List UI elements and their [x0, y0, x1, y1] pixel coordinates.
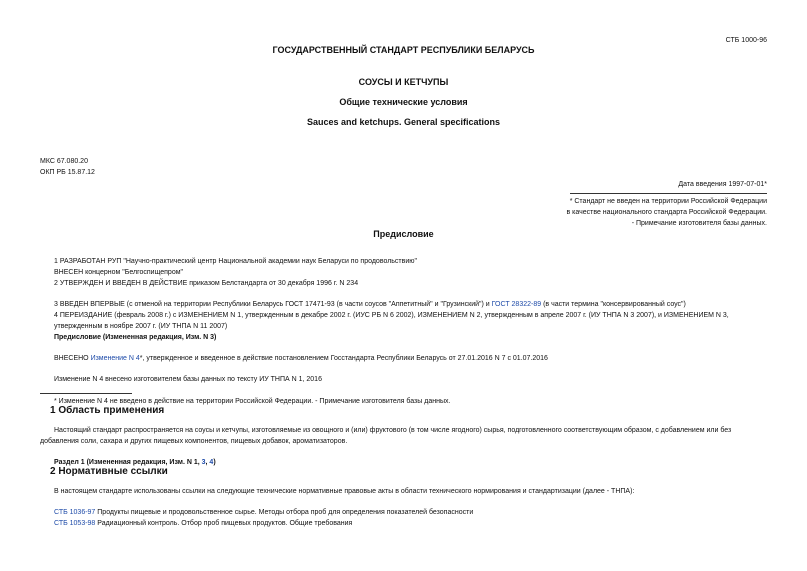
- section-1-text-line-2: добавления соли, сахара и других пищевых компонентов, пищевых добавок, ароматизаторов.: [40, 438, 348, 445]
- foreword-heading: Предисловие: [373, 229, 434, 239]
- okp-code: ОКП РБ 15.87.12: [40, 169, 95, 176]
- stb-1053-link[interactable]: СТБ 1053-98: [54, 520, 96, 527]
- amendment-4-text-end: *, утвержденное и введенное в действие постановлением Госстандарта Республики Беларусь от 27.01.2016 N 7 с 01.07.2016: [139, 355, 548, 362]
- reference-title: Продукты пищевые и продовольственное сырье. Методы отбора проб для определения показателей безопасности: [95, 509, 474, 516]
- amendment-4-text: ВНЕСЕНО: [54, 355, 91, 362]
- document-subtitle: Общие технические условия: [339, 97, 468, 107]
- foreword-item-3-text: 3 ВВЕДЕН ВПЕРВЫЕ (с отменой на территории Республики Беларусь ГОСТ 17471-93 (в части соусов "Аппетитный" и "Грузинский") и: [54, 301, 492, 308]
- mks-code: МКС 67.080.20: [40, 158, 88, 165]
- foreword-revision-note: Предисловие (Измененная редакция, Изм. N 3): [54, 334, 217, 341]
- footnote-line-3: - Примечание изготовителя базы данных.: [631, 220, 767, 227]
- foreword-item-1: 1 РАЗРАБОТАН РУП "Научно-практический центр Национальной академии наук Беларуси по продовольствию": [54, 258, 418, 265]
- amendment-4-link[interactable]: Изменение N 4: [90, 355, 140, 362]
- section-1-revision-end: ): [213, 459, 216, 466]
- amendment-3-link[interactable]: 3: [201, 459, 206, 466]
- footnote-line-1: * Стандарт не введен на территории Российской Федерации: [569, 198, 767, 205]
- section-1-heading: 1 Область применения: [50, 405, 165, 416]
- reference-item: [54, 508, 473, 517]
- gost-28322-link[interactable]: ГОСТ 28322-89: [491, 301, 542, 308]
- document-code: СТБ 1000-96: [725, 37, 767, 44]
- section-1-revision-text: Раздел 1 (Измененная редакция, Изм. N 1,: [54, 459, 202, 466]
- footnote-line-2: в качестве национального стандарта Российской Федерации.: [566, 209, 767, 216]
- foreword-item-1b: ВНЕСЕН концерном "Белгоспищепром": [54, 269, 184, 276]
- document-title: СОУСЫ И КЕТЧУПЫ: [358, 77, 449, 87]
- amendment-4-source: Изменение N 4 внесено изготовителем базы данных по тексту ИУ ТНПА N 1, 2016: [54, 376, 322, 383]
- stb-1036-link[interactable]: СТБ 1036-97: [54, 509, 96, 516]
- amendment-4-link-2[interactable]: 4: [209, 459, 214, 466]
- section-2-heading: 2 Нормативные ссылки: [50, 466, 168, 477]
- standard-heading: ГОСУДАРСТВЕННЫЙ СТАНДАРТ РЕСПУБЛИКИ БЕЛАРУСЬ: [272, 45, 535, 55]
- foreword-item-3-text-end: (в части термина "консервированный соус"): [541, 301, 686, 308]
- section-2-intro: В настоящем стандарте использованы ссылки на следующие технические нормативные правовые акты в области технического нормирования и стандартизации (далее - ТНПА):: [54, 488, 635, 495]
- amendment-footnote: * Изменение N 4 не введено в действие на территории Российской Федерации. - Примечание изготовителя базы данных.: [54, 398, 451, 405]
- foreword-item-4: 4 ПЕРЕИЗДАНИЕ (февраль 2008 г.) с ИЗМЕНЕНИЕМ N 1, утвержденным в декабре 2002 г. (ИУС РБ N 6 2002), ИЗМЕНЕНИЕМ N 2, утвержденным в апреле 2007 г. (ИУ ТНПА N 3 2007), и ИЗМЕНЕНИЕМ N 3,: [54, 312, 729, 319]
- amendment-4-note: [54, 354, 548, 363]
- effective-date: Дата введения 1997-07-01*: [678, 181, 767, 188]
- foreword-item-2: 2 УТВЕРЖДЕН И ВВЕДЕН В ДЕЙСТВИЕ приказом Белстандарта от 30 декабря 1996 г. N 234: [54, 280, 359, 287]
- section-1-text-line-1: Настоящий стандарт распространяется на соусы и кетчупы, изготовляемые из овощного и (или) фруктового (в том числе ягодного) сырья, подготовленного соответствующим образом, с добавлением или без: [54, 427, 732, 434]
- foreword-item-4b: утвержденным в ноябре 2007 г. (ИУ ТНПА N 11 2007): [54, 323, 228, 330]
- reference-title: Радиационный контроль. Отбор проб пищевых продуктов. Общие требования: [95, 520, 353, 527]
- document-title-english: Sauces and ketchups. General specifications: [306, 117, 501, 127]
- footnote-divider: [570, 193, 767, 194]
- footnote-divider-2: [40, 393, 132, 394]
- foreword-item-3: [54, 300, 686, 309]
- section-1-revision-sep: ,: [205, 459, 210, 466]
- reference-item: [54, 519, 352, 528]
